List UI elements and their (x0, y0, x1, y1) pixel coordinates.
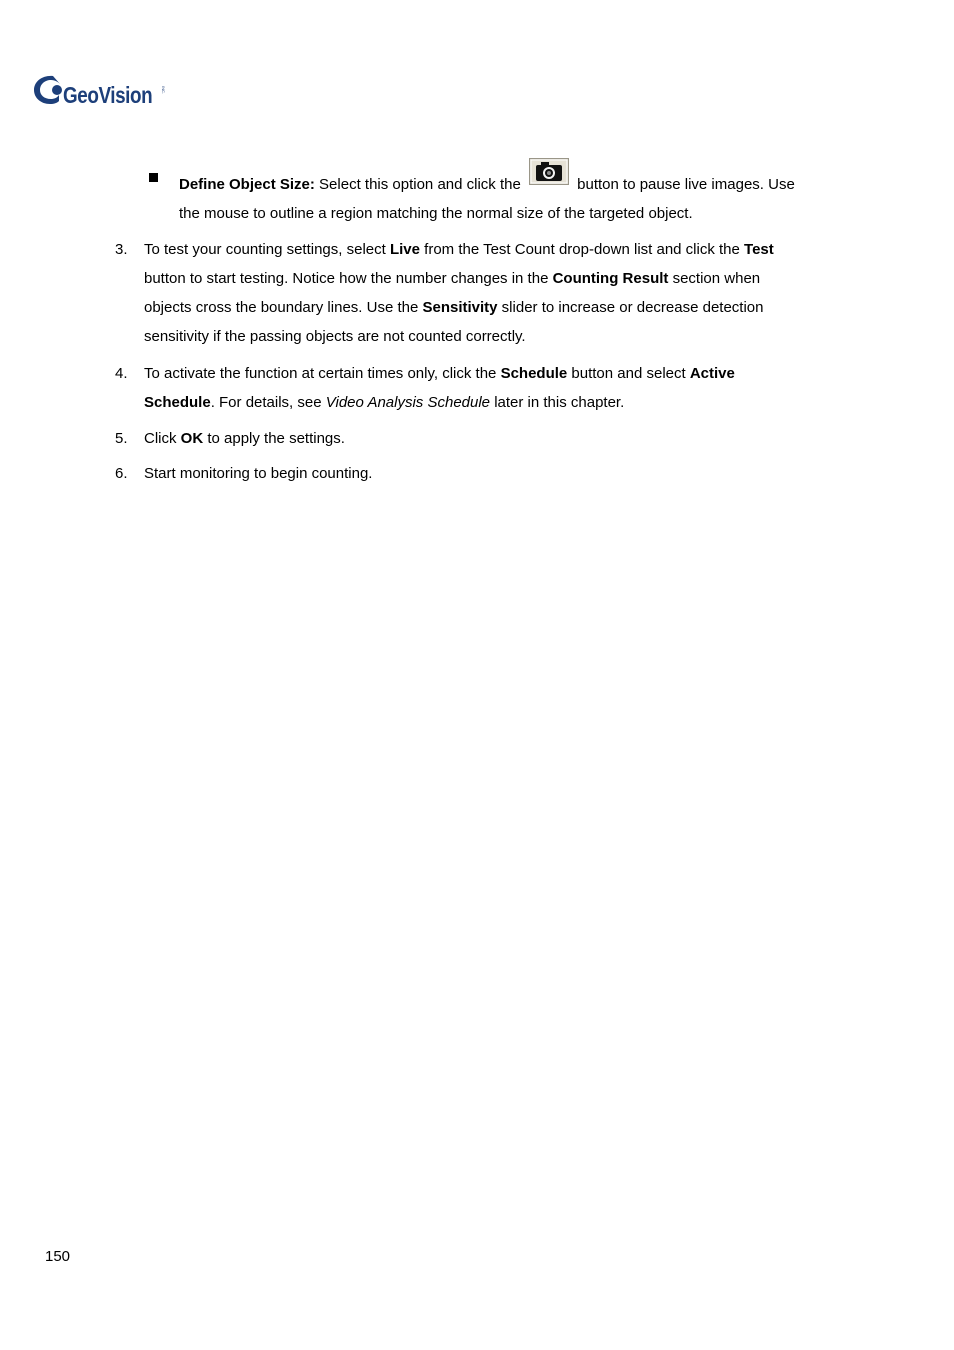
text-segment: Click (144, 430, 181, 447)
text-segment: button to start testing. Notice how the number changes in the (144, 270, 553, 287)
step-number: 3. (115, 241, 128, 258)
text-segment: from the Test Count drop-down list and click the (419, 241, 745, 258)
bullet-text-after-icon: button to pause live images. Use (573, 176, 795, 193)
logo-sub-text: INC. (161, 86, 166, 94)
step-number: 6. (115, 465, 128, 482)
text-segment: To activate the function at certain times only, click the (144, 365, 501, 382)
text-segment: later in this chapter. (490, 394, 625, 411)
text-segment: slider to increase or decrease detection (497, 299, 764, 316)
logo-text: GeoVision (63, 82, 153, 108)
text-segment: sensitivity if the passing objects are not counted correctly. (144, 328, 526, 345)
step-text (144, 424, 834, 453)
logo-wordmark (63, 82, 152, 108)
step-line (144, 388, 834, 417)
step-number: 5. (115, 430, 128, 447)
step-line (144, 235, 834, 264)
step-line (144, 264, 834, 293)
bullet-line-1 (179, 168, 795, 195)
step-line (144, 322, 834, 351)
step-number: 4. (115, 365, 128, 382)
square-bullet (149, 173, 158, 182)
bold-term: Live (389, 241, 420, 258)
bold-term: Schedule (500, 365, 568, 382)
step-text (144, 459, 834, 488)
bold-term: Test (744, 241, 774, 258)
bullet-line-2: the mouse to outline a region matching the normal size of the targeted object. (179, 205, 693, 222)
text-segment: To test your counting settings, select (144, 241, 390, 258)
camera-icon (529, 158, 569, 185)
text-segment: Start monitoring to begin counting. (144, 465, 373, 482)
step-line (144, 293, 834, 322)
step-text (144, 359, 834, 417)
bold-term: Schedule (144, 394, 211, 411)
bold-term: OK (180, 430, 204, 447)
text-segment: to apply the settings. (203, 430, 345, 447)
step-line (144, 424, 834, 453)
text-segment: . For details, see (210, 394, 326, 411)
text-segment: section when (668, 270, 761, 287)
bold-term: Sensitivity (422, 299, 498, 316)
step-line (144, 459, 834, 488)
bullet-term: Define Object Size: (179, 176, 315, 193)
text-segment: button and select (567, 365, 690, 382)
italic-reference: Video Analysis Schedule (325, 394, 491, 411)
bold-term: Counting Result (552, 270, 669, 287)
page-number: 150 (45, 1248, 71, 1265)
step-line (144, 359, 834, 388)
bullet-text-before-icon: Select this option and click the (314, 176, 525, 193)
step-text (144, 235, 834, 351)
bold-term: Active (689, 365, 735, 382)
text-segment: objects cross the boundary lines. Use the (144, 299, 423, 316)
